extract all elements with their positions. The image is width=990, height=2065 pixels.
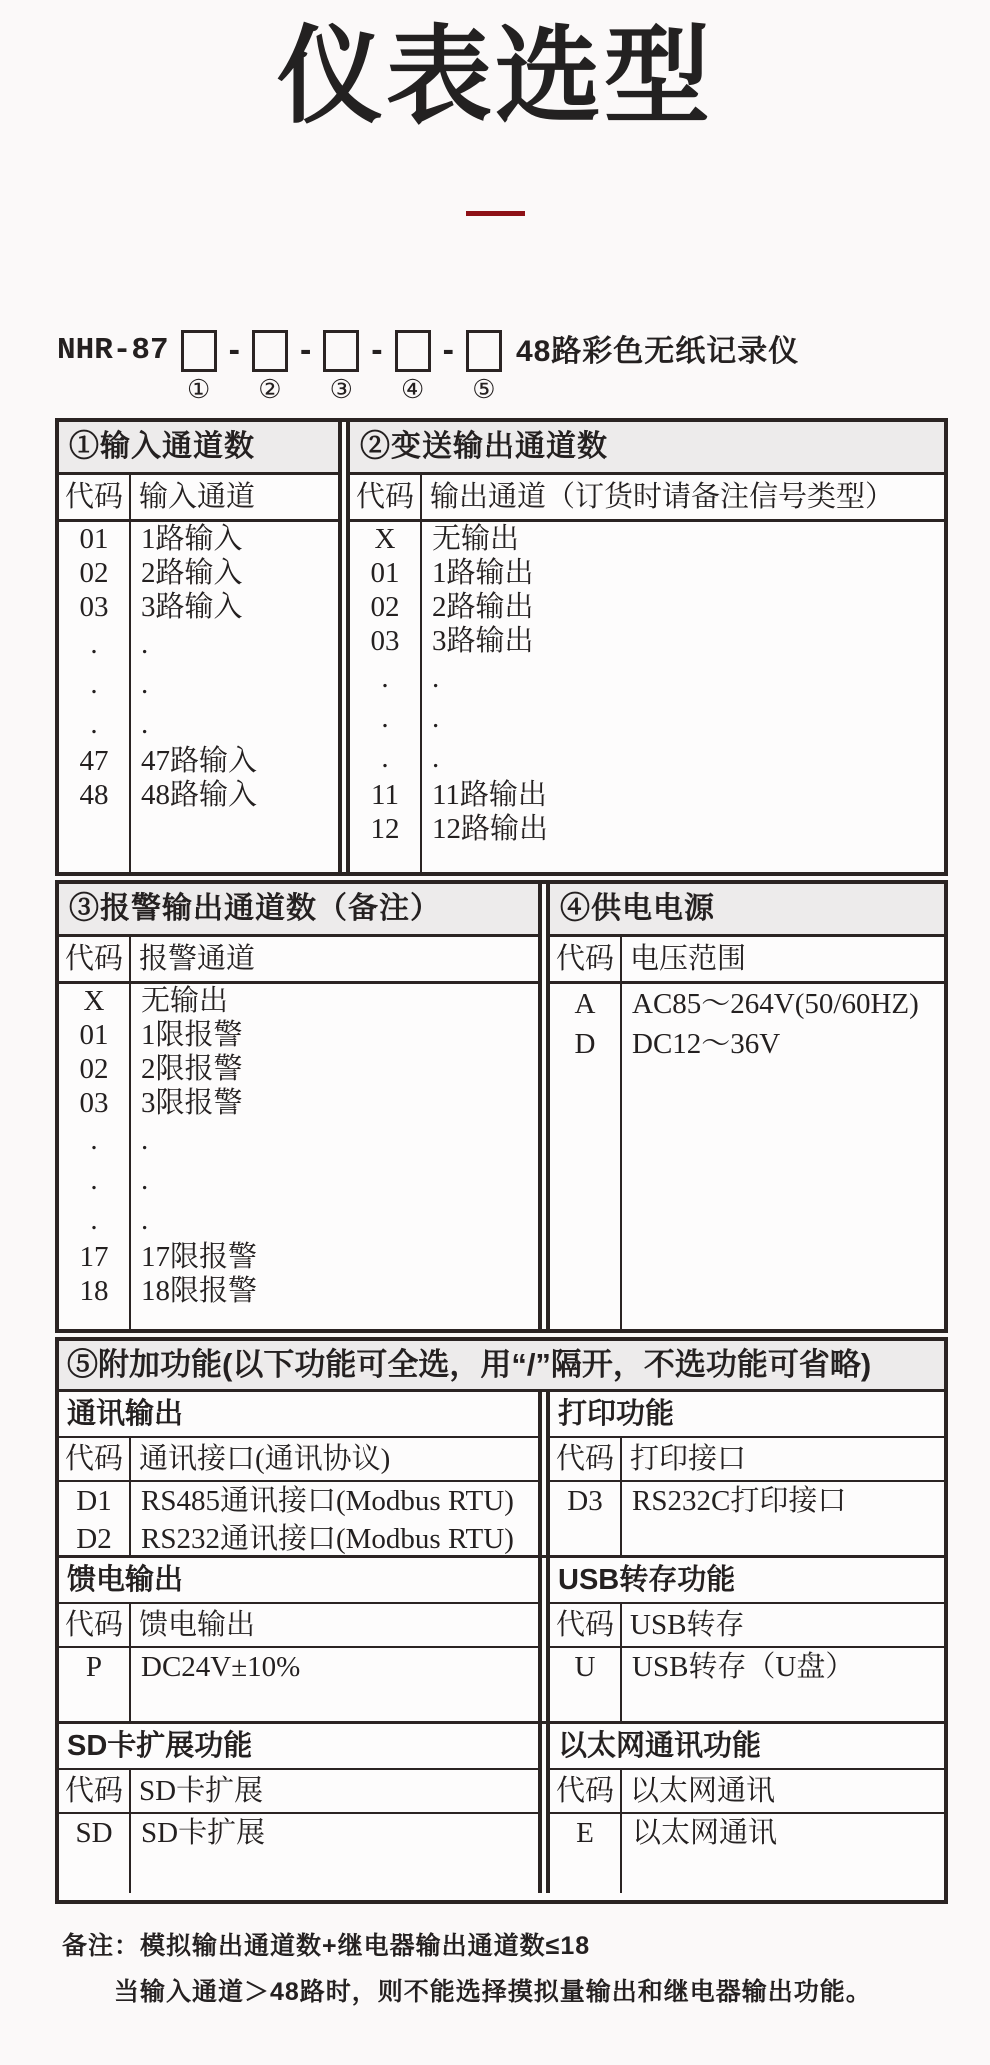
code-column-header: 代码 (59, 1770, 131, 1812)
section-3-headers (59, 937, 538, 984)
model-box-1 (181, 330, 217, 372)
desc-cell: 2路输入 (141, 557, 243, 590)
comm-table (59, 1392, 542, 1555)
table-row (350, 522, 944, 556)
desc-cell: . (141, 628, 149, 661)
desc-column-header: USB转存 (630, 1609, 745, 1642)
table-filler (59, 1686, 538, 1721)
page-title: 仪表选型 (277, 18, 713, 136)
section-3-title: ③报警输出通道数（备注） (59, 884, 538, 937)
section-1-body (59, 522, 338, 872)
desc-cell: . (432, 742, 440, 775)
model-position-1: ① (186, 375, 211, 405)
code-cell: . (59, 1120, 131, 1160)
code-cell: 02 (350, 590, 422, 624)
table-row (350, 658, 944, 698)
desc-column-header: 以太网通讯 (630, 1775, 776, 1808)
model-position-4: ④ (400, 375, 425, 405)
desc-cell (622, 1064, 944, 1329)
code-cell (59, 1852, 131, 1893)
comm-body (59, 1482, 538, 1555)
table-filler (59, 1308, 538, 1329)
model-ordering-line (57, 330, 990, 404)
desc-cell: RS232C打印接口 (632, 1485, 847, 1518)
code-column-header: 代码 (550, 1604, 622, 1646)
model-slot-3 (323, 330, 359, 404)
desc-cell: 1限报警 (141, 1019, 243, 1052)
feed-headers (59, 1604, 538, 1648)
code-cell: X (350, 522, 422, 556)
model-slot-5 (466, 330, 502, 404)
code-cell: 48 (59, 778, 131, 812)
footnotes (62, 1926, 990, 2008)
usb-body (550, 1648, 944, 1721)
table-row (59, 522, 338, 556)
model-box-5 (466, 330, 502, 372)
sd-title: SD卡扩展功能 (59, 1724, 538, 1770)
table-row (59, 1482, 538, 1520)
code-cell: P (59, 1648, 131, 1686)
note-line-1: 备注：模拟输出通道数+继电器输出通道数≤18 (62, 1932, 591, 1961)
desc-column-header: SD卡扩展 (139, 1775, 264, 1808)
desc-cell: 18限报警 (141, 1275, 258, 1308)
usb-headers (550, 1604, 944, 1648)
print-title: 打印功能 (550, 1392, 944, 1438)
desc-cell: . (141, 1124, 149, 1157)
code-cell: 01 (350, 556, 422, 590)
desc-cell: 1路输出 (432, 557, 534, 590)
model-slot-2 (252, 330, 288, 404)
desc-cell: . (432, 702, 440, 735)
code-cell: D2 (59, 1520, 131, 1558)
section-1-table (59, 422, 342, 872)
table-filler (550, 1686, 944, 1721)
code-cell: . (350, 738, 422, 778)
code-column-header: 代码 (59, 1438, 131, 1480)
code-cell: SD (59, 1814, 131, 1852)
block-alarm-power (55, 880, 948, 1333)
table-row (59, 556, 338, 590)
usb-table (546, 1558, 944, 1721)
table-filler (550, 1852, 944, 1893)
model-box-4 (395, 330, 431, 372)
sd-body (59, 1814, 538, 1893)
code-cell (550, 1520, 622, 1555)
title-underline-accent (466, 211, 525, 216)
section-2-title: ②变送输出通道数 (350, 422, 944, 475)
desc-cell: AC85～264V(50/60HZ) (632, 988, 919, 1021)
code-cell (350, 846, 422, 872)
subrow-sd-ethernet (59, 1724, 944, 1893)
code-cell: 02 (59, 556, 131, 590)
selection-spec-sheet (55, 418, 948, 1904)
desc-cell: . (141, 1204, 149, 1237)
ethernet-headers (550, 1770, 944, 1814)
model-separator: - (228, 331, 240, 370)
sd-headers (59, 1770, 538, 1814)
table-row (550, 1482, 944, 1520)
code-cell: 02 (59, 1052, 131, 1086)
table-row (59, 1160, 538, 1200)
table-row (350, 556, 944, 590)
model-position-2: ② (258, 375, 282, 405)
subrow-comm-print (59, 1392, 944, 1558)
code-cell: E (550, 1814, 622, 1852)
ethernet-body (550, 1814, 944, 1893)
code-cell: 47 (59, 744, 131, 778)
table-row (59, 704, 338, 744)
code-cell: . (59, 1200, 131, 1240)
desc-cell (622, 1852, 944, 1893)
desc-cell: . (432, 662, 440, 695)
desc-cell: 2路输出 (432, 591, 534, 624)
section-4-headers (550, 937, 944, 984)
code-cell: 01 (59, 522, 131, 556)
desc-cell: 48路输入 (141, 779, 258, 812)
table-row (550, 1648, 944, 1686)
table-row (350, 778, 944, 812)
model-position-5: ⑤ (472, 375, 496, 405)
usb-title: USB转存功能 (550, 1558, 944, 1604)
desc-cell: . (141, 708, 149, 741)
code-column-header: 代码 (59, 937, 131, 981)
desc-cell: DC24V±10% (141, 1651, 301, 1684)
desc-column-header: 通讯接口(通讯协议) (139, 1443, 391, 1476)
desc-cell: 11路输出 (432, 779, 547, 812)
code-cell: . (59, 624, 131, 664)
table-filler (350, 846, 944, 872)
table-row (59, 590, 338, 624)
desc-cell (131, 1308, 538, 1329)
code-column-header: 代码 (59, 475, 131, 519)
code-cell: 03 (59, 590, 131, 624)
code-column-header: 代码 (550, 1770, 622, 1812)
desc-cell: . (141, 668, 149, 701)
code-column-header: 代码 (550, 1438, 622, 1480)
print-table (546, 1392, 944, 1555)
table-row (59, 778, 338, 812)
desc-cell (622, 1686, 944, 1721)
model-slot-1 (181, 330, 217, 404)
model-suffix: 48路彩色无纸记录仪 (515, 335, 800, 369)
table-row (59, 624, 338, 664)
model-slot-4 (395, 330, 431, 404)
table-filler (550, 1520, 944, 1555)
code-cell (550, 1686, 622, 1721)
code-cell (59, 1308, 131, 1329)
code-cell: U (550, 1648, 622, 1686)
desc-cell: RS232通讯接口(Modbus RTU) (141, 1523, 514, 1556)
code-column-header: 代码 (350, 475, 422, 519)
desc-cell: 3路输出 (432, 625, 534, 658)
table-row (59, 664, 338, 704)
table-row (350, 698, 944, 738)
desc-cell (131, 812, 338, 872)
code-cell: 01 (59, 1018, 131, 1052)
desc-cell: . (141, 1164, 149, 1197)
sd-table (59, 1724, 542, 1893)
desc-column-header: 输入通道 (139, 481, 256, 514)
section-3-body (59, 984, 538, 1329)
section-5-title: ⑤附加功能(以下功能可全选，用“/”隔开，不选功能可省略) (59, 1341, 944, 1392)
code-cell: . (59, 664, 131, 704)
section-1-title: ①输入通道数 (59, 422, 338, 475)
desc-column-header: 电压范围 (630, 943, 747, 976)
section-2-body (350, 522, 944, 872)
comm-headers (59, 1438, 538, 1482)
table-row (550, 1024, 944, 1064)
desc-cell: 17限报警 (141, 1241, 258, 1274)
ethernet-title: 以太网通讯功能 (550, 1724, 944, 1770)
code-column-header: 代码 (59, 1604, 131, 1646)
code-cell: X (59, 984, 131, 1018)
code-cell (59, 812, 131, 872)
desc-cell (131, 1686, 538, 1721)
desc-cell: 无输出 (432, 523, 520, 556)
model-box-3 (323, 330, 359, 372)
code-cell: D3 (550, 1482, 622, 1520)
desc-column-header: 馈电输出 (139, 1609, 256, 1642)
block-input-transmit (55, 418, 948, 876)
code-cell: . (350, 658, 422, 698)
model-box-2 (252, 330, 288, 372)
desc-cell: 1路输入 (141, 523, 243, 556)
table-row (59, 1120, 538, 1160)
table-row (59, 744, 338, 778)
table-filler (550, 1064, 944, 1329)
table-row (59, 1052, 538, 1086)
table-row (59, 1274, 538, 1308)
desc-column-header: 输出通道（订货时请备注信号类型） (430, 481, 895, 514)
comm-title: 通讯输出 (59, 1392, 538, 1438)
section-4-title: ④供电电源 (550, 884, 944, 937)
table-filler (59, 1852, 538, 1893)
section-2-headers (350, 475, 944, 522)
table-row (59, 984, 538, 1018)
table-filler (59, 812, 338, 872)
code-cell: 03 (59, 1086, 131, 1120)
table-row (59, 1814, 538, 1852)
code-cell (59, 1686, 131, 1721)
desc-cell: 3路输入 (141, 591, 243, 624)
desc-cell: DC12～36V (632, 1028, 781, 1061)
desc-cell: 2限报警 (141, 1053, 243, 1086)
section-3-table (59, 884, 542, 1329)
code-cell: . (59, 704, 131, 744)
table-row (59, 1018, 538, 1052)
code-cell: 12 (350, 812, 422, 846)
section-2-table (346, 422, 944, 872)
code-cell: 18 (59, 1274, 131, 1308)
desc-cell: 无输出 (141, 985, 229, 1018)
desc-cell (131, 1852, 538, 1893)
code-cell: 11 (350, 778, 422, 812)
desc-cell (422, 846, 944, 872)
table-row (59, 1240, 538, 1274)
code-cell: . (350, 698, 422, 738)
code-cell (550, 1852, 622, 1893)
desc-cell: 以太网通讯 (632, 1817, 778, 1850)
table-row (350, 590, 944, 624)
note-line-2: 当输入通道＞48路时，则不能选择摸拟量输出和继电器输出功能。 (114, 1978, 872, 2007)
desc-cell: 12路输出 (432, 813, 549, 846)
table-row (350, 624, 944, 658)
model-separator: - (442, 331, 454, 370)
feed-body (59, 1648, 538, 1721)
code-cell: D (550, 1024, 622, 1064)
model-position-3: ③ (329, 375, 353, 405)
table-row (350, 738, 944, 778)
code-cell: 17 (59, 1240, 131, 1274)
desc-cell: USB转存（U盘） (632, 1651, 855, 1684)
code-cell: . (59, 1160, 131, 1200)
model-prefix: NHR-87 (57, 333, 169, 369)
table-row (59, 1520, 538, 1558)
ethernet-table (546, 1724, 944, 1893)
section-4-table (546, 884, 944, 1329)
section-4-body (550, 984, 944, 1329)
code-cell: A (550, 984, 622, 1024)
block-additional-functions (55, 1337, 948, 1904)
table-row (59, 1086, 538, 1120)
section-1-headers (59, 475, 338, 522)
code-cell: 03 (350, 624, 422, 658)
table-row (550, 1814, 944, 1852)
desc-cell: 47路输入 (141, 745, 258, 778)
code-column-header: 代码 (550, 937, 622, 981)
code-cell: D1 (59, 1482, 131, 1520)
print-headers (550, 1438, 944, 1482)
table-row (59, 1648, 538, 1686)
model-separator: - (371, 331, 383, 370)
desc-cell: SD卡扩展 (141, 1817, 266, 1850)
desc-cell: RS485通讯接口(Modbus RTU) (141, 1485, 514, 1518)
table-row (350, 812, 944, 846)
table-row (550, 984, 944, 1024)
model-separator: - (299, 331, 312, 370)
table-row (59, 1200, 538, 1240)
feed-title: 馈电输出 (59, 1558, 538, 1604)
desc-column-header: 打印接口 (630, 1443, 747, 1476)
print-body (550, 1482, 944, 1555)
desc-cell: 3限报警 (141, 1087, 243, 1120)
feed-table (59, 1558, 542, 1721)
subrow-feed-usb (59, 1558, 944, 1724)
desc-column-header: 报警通道 (139, 943, 256, 976)
desc-cell (622, 1520, 944, 1555)
code-cell (550, 1064, 622, 1329)
